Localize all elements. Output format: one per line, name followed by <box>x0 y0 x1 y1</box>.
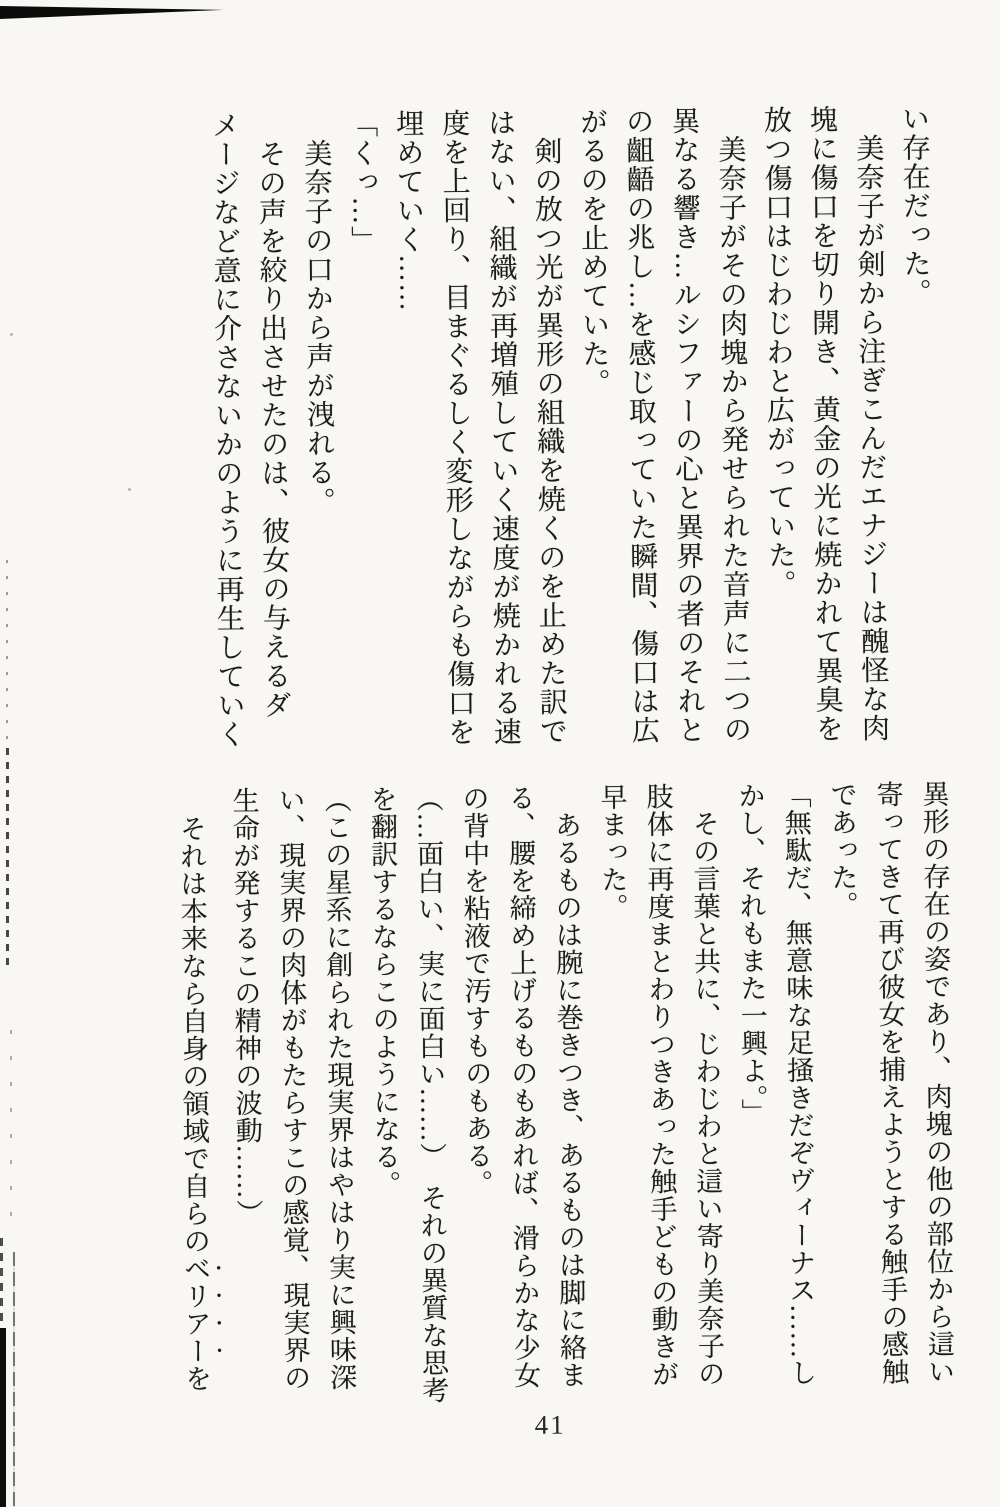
text-column: 度を上回り、目まぐるしく変形しながらも傷口を <box>437 108 476 747</box>
emphasized-word: ベリアー <box>179 1254 212 1365</box>
text-column: の齟齬の兆し…を感じ取っていた瞬間、傷口は広 <box>621 106 660 745</box>
text-column: 肢体に再度まとわりつきあった触手どもの動きが <box>642 782 679 1388</box>
text-column: 「くっ…」 <box>345 109 379 255</box>
text-block-top <box>200 104 942 757</box>
text-column: 美奈子の口から声が洩れる。 <box>299 109 335 517</box>
text-column: 生命が発するこの精神の波動……） <box>228 786 263 1227</box>
text-column: 剣の放つ光が異形の組織を焼くのを止めた訳で <box>529 107 568 746</box>
text-column: がるのを止めていた。 <box>575 107 610 398</box>
text-column: 美奈子が剣から注ぎこんだエナジーは醜怪な肉 <box>851 104 890 743</box>
text-column: かし、それもまた一興よ。」 <box>734 781 768 1126</box>
text-column: 放つ傷口はじわじわと広がっていた。 <box>759 105 796 599</box>
text-column: 埋めていく…… <box>391 108 425 313</box>
scan-artifact-bottom-bar <box>0 1328 6 1507</box>
page-number: 41 <box>534 1409 566 1440</box>
text-column: 寄ってきて再び彼女を捕えようとする触手の感触 <box>872 780 909 1386</box>
text-column: 異形の存在の姿であり、肉塊の他の部位から這い <box>918 779 955 1386</box>
text-column: を翻訳するならこのようになる。 <box>366 785 401 1198</box>
text-column: メージなど意に介さないかのように再生していく <box>207 110 246 749</box>
text-column: 塊に傷口を切り開き、黄金の光に焼かれて異臭を <box>805 104 844 744</box>
text-column: い存在だった。 <box>897 104 931 308</box>
text-column: はない、組織が再増殖していく速度が焼かれる速 <box>483 107 522 747</box>
text-block-bottom <box>167 780 962 1428</box>
text-column: る、腰を締め上げるものもあれば、滑らかな少女 <box>504 783 541 1390</box>
text-column: の背中を粘液で汚すものもある。 <box>458 784 493 1198</box>
text-column: 早まった。 <box>596 782 628 921</box>
text-column: 「無駄だ、無意味な足掻きだぞヴィーナス……し <box>780 781 817 1387</box>
scan-artifact-left-dashes-low <box>0 1238 3 1333</box>
text-column: その言葉と共に、じわじわと這い寄り美奈子の <box>688 782 725 1388</box>
text-column: であった。 <box>826 780 858 919</box>
text-column: い、現実界の肉体がもたらすこの感覚、現実界の <box>274 786 311 1392</box>
text-column: それは本来なら自身の領域で自らのベリアーを <box>175 786 212 1393</box>
text-column: （この星系に創られた現実界はやはり実に興味深 <box>320 785 357 1391</box>
text-column: 美奈子がその肉塊から発せられた音声に二つの <box>713 105 752 745</box>
text-column: 異なる響き…ルシファーの心と異界の者のそれと <box>667 106 706 745</box>
text-column: （…面白い、実に面白い……） それの異質な思考 <box>412 784 449 1404</box>
text-column: あるものは腕に巻きつき、あるものは脚に絡ま <box>550 783 587 1389</box>
text-column: その声を絞り出させたのは、彼女の与えるダ <box>253 110 291 720</box>
